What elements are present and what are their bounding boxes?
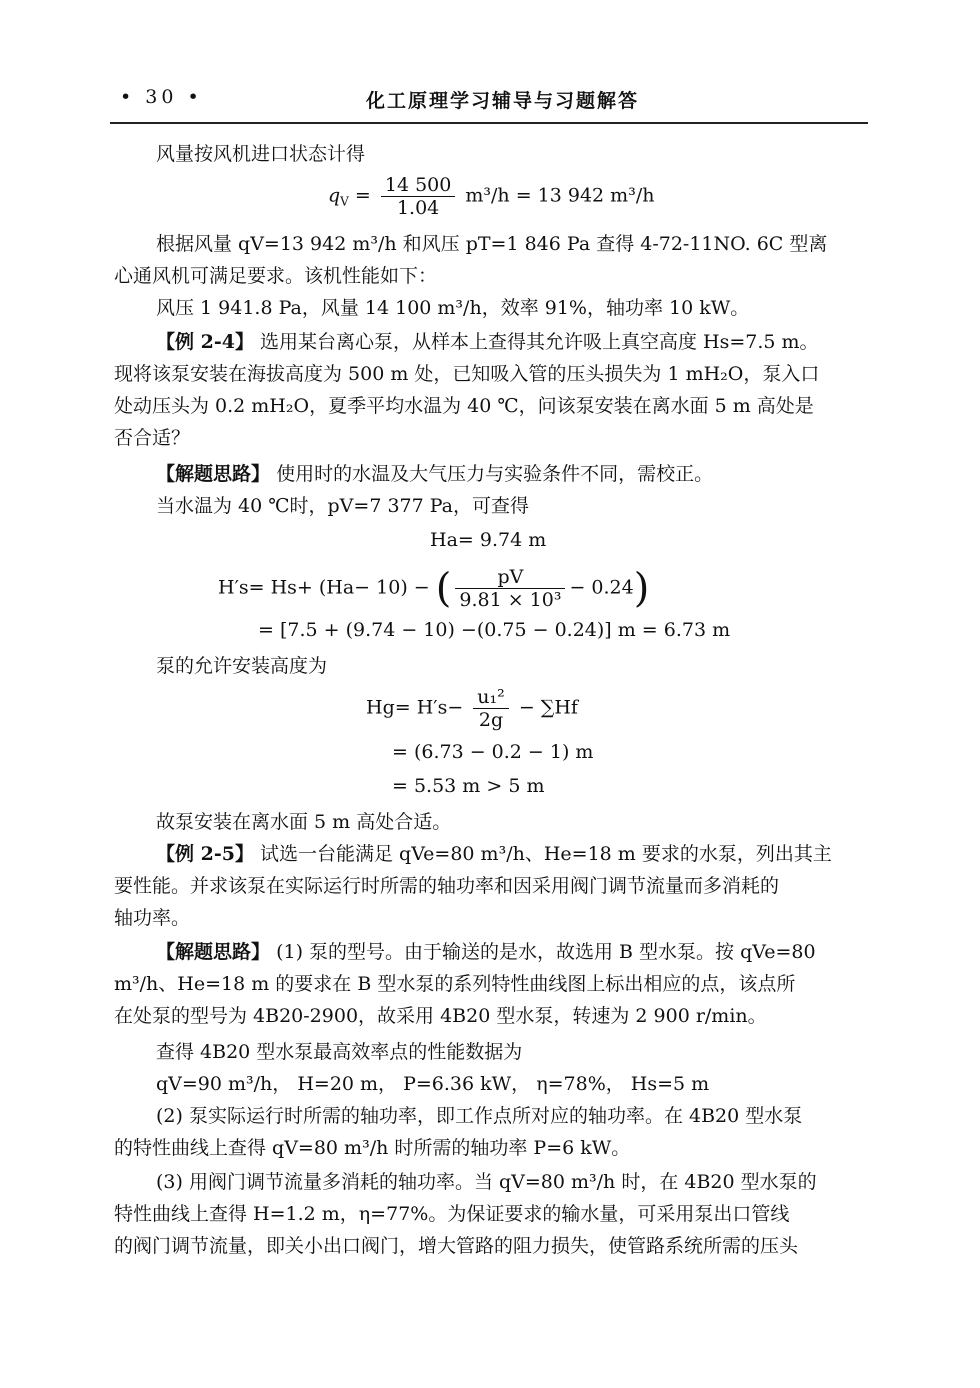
fraction: [381, 174, 455, 219]
equation-hg-result: = 5.53 m > 5 m: [392, 775, 545, 797]
text-line: 查得 4B20 型水泵最高效率点的性能数据为: [156, 1041, 523, 1063]
fraction: [473, 686, 508, 731]
equation-hs-prime: [218, 566, 649, 611]
text-line: 的阀门调节流量，即关小出口阀门，增大管路的阻力损失，使管路系统所需的压头: [114, 1235, 799, 1257]
eq-tail: − 0.24: [569, 576, 634, 599]
example-tag: 【例 2-5】: [156, 843, 254, 865]
fraction-denominator: 9.81 × 10³: [459, 589, 562, 611]
equation-flow-rate: [328, 174, 654, 219]
solution-heading: [156, 462, 713, 486]
example-heading: [156, 842, 832, 866]
text-line: 处动压头为 0.2 mH₂O，夏季平均水温为 40 ℃，问该泵安装在离水面 5 m 高处是: [114, 395, 814, 417]
solution-tag: 【解题思路】: [156, 463, 271, 485]
equation-ha: Ha= 9.74 m: [430, 529, 547, 551]
equation-hg-step: = (6.73 − 0.2 − 1) m: [392, 741, 594, 763]
solution-heading: [156, 940, 816, 964]
page-header: [110, 86, 866, 116]
eq-subscript: V: [340, 194, 349, 209]
header-rule: [110, 122, 868, 124]
fraction-numerator: pV: [455, 566, 565, 589]
text-line: (3) 用阀门调节流量多消耗的轴功率。当 qV=80 m³/h 时，在 4B20 型水泵的: [156, 1171, 817, 1193]
performance-data: qV=90 m³/h， H=20 m， P=6.36 kW， η=78%， Hs=5 m: [156, 1073, 710, 1095]
solution-text: 使用时的水温及大气压力与实验条件不同，需校正。: [276, 463, 714, 485]
eq-lhs: H′s= Hs+ (Ha− 10) −: [218, 576, 430, 599]
text-line: 风压 1 941.8 Pa，风量 14 100 m³/h，效率 91%，轴功率 10 kW。: [156, 297, 750, 319]
equation-hg: [366, 686, 578, 731]
eq-tail: − ∑Hf: [518, 696, 578, 719]
fraction: [455, 566, 565, 611]
eq-symbol: q: [328, 184, 341, 207]
text-line: 泵的允许安装高度为: [156, 655, 328, 677]
text-line: m³/h、He=18 m 的要求在 B 型水泵的系列特性曲线图上标出相应的点，该点所: [114, 973, 796, 995]
equation-hs-prime-result: = [7.5 + (9.74 − 10) −(0.75 − 0.24)] m = 6.73 m: [258, 619, 731, 641]
solution-tag: 【解题思路】: [156, 941, 271, 963]
text-line: 在处泵的型号为 4B20-2900，故采用 4B20 型水泵，转速为 2 900 r/min。: [114, 1005, 767, 1027]
text-line: 特性曲线上查得 H=1.2 m，η=77%。为保证要求的输水量，可采用泵出口管线: [114, 1203, 790, 1225]
text-line: 现将该泵安装在海拔高度为 500 m 处，已知吸入管的压头损失为 1 mH₂O，泵入口: [114, 363, 820, 385]
text-line: 轴功率。: [114, 907, 191, 929]
paren-open: (: [435, 565, 452, 612]
eq-sign: =: [354, 184, 371, 207]
text-line: (2) 泵实际运行时所需的轴功率，即工作点所对应的轴功率。在 4B20 型水泵: [156, 1105, 803, 1127]
fraction-numerator: 14 500: [381, 174, 455, 197]
text-line: 要性能。并求该泵在实际运行时所需的轴功率和因采用阀门调节流量而多消耗的: [114, 875, 780, 897]
text-line: 根据风量 qV=13 942 m³/h 和风压 pT=1 846 Pa 查得 4-72-11NO. 6C 型离: [156, 233, 828, 255]
text-line: 的特性曲线上查得 qV=80 m³/h 时所需的轴功率 P=6 kW。: [114, 1137, 631, 1159]
text-line: 否合适？: [114, 427, 191, 449]
solution-text: (1) 泵的型号。由于输送的是水，故选用 B 型水泵。按 qVe=80: [276, 941, 816, 963]
example-text: 选用某台离心泵，从样本上查得其允许吸上真空高度 Hs=7.5 m。: [260, 331, 819, 353]
example-text: 试选一台能满足 qVe=80 m³/h、He=18 m 要求的水泵，列出其主: [260, 843, 832, 865]
eq-result: m³/h = 13 942 m³/h: [465, 184, 655, 207]
paren-close: ): [633, 565, 650, 612]
text-line: 心通风机可满足要求。该机性能如下：: [114, 265, 438, 287]
text-line: 故泵安装在离水面 5 m 高处合适。: [156, 811, 452, 833]
text-line: 风量按风机进口状态计得: [156, 143, 366, 165]
eq-lhs: Hg= H′s−: [366, 696, 464, 719]
example-tag: 【例 2-4】: [156, 331, 254, 353]
example-heading: [156, 330, 819, 354]
text-line: 当水温为 40 ℃时，pV=7 377 Pa，可查得: [156, 495, 530, 517]
page-number: • 30 •: [120, 86, 203, 108]
fraction-denominator: 1.04: [396, 197, 440, 219]
fraction-denominator: 2g: [478, 709, 504, 731]
running-title: 化工原理学习辅导与习题解答: [366, 90, 640, 112]
fraction-numerator: u₁²: [473, 686, 508, 709]
